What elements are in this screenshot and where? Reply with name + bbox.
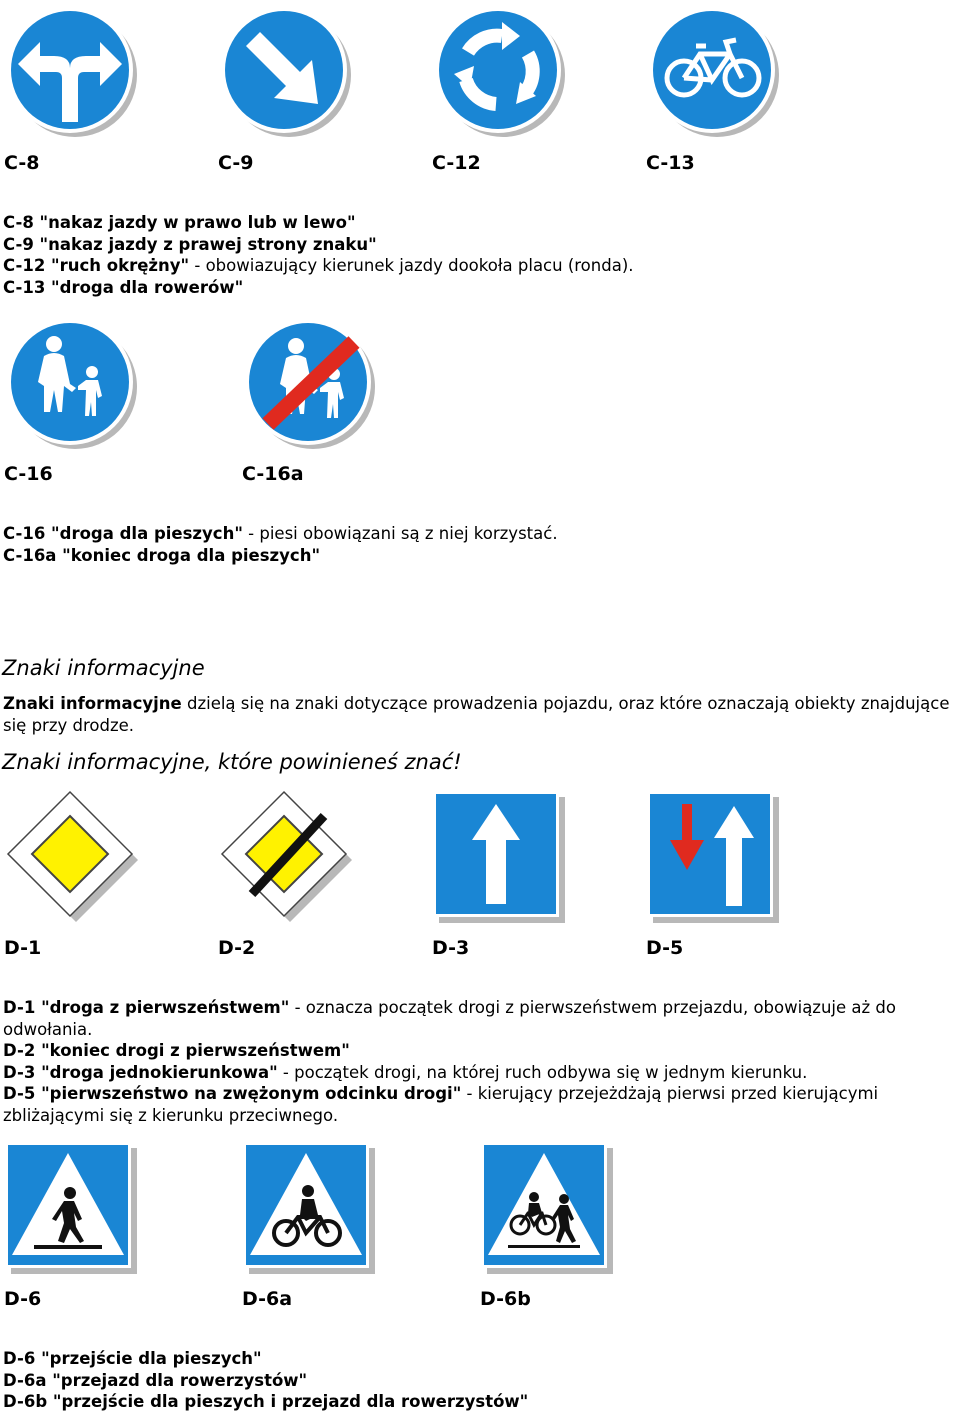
sign-code-c16a: C-16a [242, 463, 304, 485]
pedestrian-bicycle-crossing-icon [480, 1141, 616, 1277]
info-intro [3, 693, 958, 736]
pedestrian-crossing-icon [4, 1141, 140, 1277]
description-line [3, 545, 958, 567]
description-bold: D-6b "przejście dla pieszych i przejazd dla rowerzystów" [3, 1392, 529, 1411]
sign-code-d2: D-2 [218, 937, 256, 959]
description-bold: D-5 "pierwszeństwo na zwężonym odcinku drogi" [3, 1084, 462, 1103]
sign-code-d6b: D-6b [480, 1288, 531, 1310]
description-bold: C-13 "droga dla rowerów" [3, 277, 244, 297]
sign-code-c8: C-8 [4, 152, 40, 174]
description-line [3, 1370, 958, 1392]
roundabout-icon [432, 4, 568, 140]
one-way-road-icon [432, 790, 568, 926]
c-signs-descriptions [3, 212, 958, 298]
priority-over-oncoming-icon [646, 790, 782, 926]
intro-bold: Znaki informacyjne [3, 694, 182, 713]
description-text: - obowiazujący kierunek jazdy dookoła placu (ronda). [189, 256, 634, 275]
section-heading: Znaki informacyjne [2, 656, 205, 680]
description-text: - piesi obowiązani są z niej korzystać. [242, 524, 558, 543]
description-bold: D-6 "przejście dla pieszych" [3, 1349, 262, 1368]
description-line [3, 1348, 958, 1370]
bicycle-icon [646, 4, 782, 140]
description-bold: D-6a "przejazd dla rowerzystów" [3, 1370, 308, 1390]
sign-code-d1: D-1 [4, 937, 42, 959]
d6-signs-descriptions [3, 1348, 958, 1413]
sign-code-c12: C-12 [432, 152, 481, 174]
c16-signs-descriptions [3, 523, 958, 566]
intro-text: dzielą się na znaki dotyczące prowadzenia pojazdu, oraz które oznaczają obiekty znajdujące się przy drodze. [3, 694, 950, 735]
end-priority-road-icon [218, 790, 354, 926]
description-bold: D-2 "koniec drogi z pierwszeństwem" [3, 1041, 350, 1060]
sign-code-d6: D-6 [4, 1288, 42, 1310]
description-line [3, 1391, 958, 1413]
description-text: - oznacza początek drogi z pierwszeństwem przejazdu, obowiązuje aż do odwołania. [3, 998, 896, 1039]
description-line [3, 212, 958, 234]
description-line [3, 1062, 958, 1084]
description-bold: C-16 "droga dla pieszych" [3, 524, 243, 543]
sign-code-d5: D-5 [646, 937, 684, 959]
sign-code-d3: D-3 [432, 937, 470, 959]
description-text: - kierujący przejeżdżają pierwsi przed kierującymi zbliżającymi się z kierunku przeciwnego. [3, 1084, 879, 1125]
sign-code-c9: C-9 [218, 152, 254, 174]
description-line [3, 234, 958, 256]
sign-code-d6a: D-6a [242, 1288, 293, 1310]
left-right-arrow-icon [4, 4, 140, 140]
description-line [3, 255, 958, 277]
section-subheading: Znaki informacyjne, które powinieneś znać! [2, 750, 462, 774]
description-line [3, 997, 958, 1040]
pedestrian-path-icon [4, 316, 140, 452]
priority-road-icon [4, 790, 140, 926]
description-bold: C-9 "nakaz jazdy z prawej strony znaku" [3, 234, 377, 254]
description-bold: C-12 "ruch okrężny" [3, 256, 190, 275]
bicycle-crossing-icon [242, 1141, 378, 1277]
end-pedestrian-path-icon [242, 316, 378, 452]
description-line [3, 277, 958, 299]
description-line [3, 1040, 958, 1062]
description-line [3, 523, 958, 545]
description-bold: C-8 "nakaz jazdy w prawo lub w lewo" [3, 213, 356, 232]
sign-code-c13: C-13 [646, 152, 695, 174]
description-text: - początek drogi, na której ruch odbywa się w jednym kierunku. [277, 1062, 808, 1082]
description-bold: D-1 "droga z pierwszeństwem" [3, 998, 290, 1017]
sign-code-c16: C-16 [4, 463, 53, 485]
diagonal-arrow-icon [218, 4, 354, 140]
d-signs-descriptions [3, 997, 958, 1126]
description-bold: C-16a "koniec droga dla pieszych" [3, 545, 321, 565]
description-line [3, 1083, 958, 1126]
description-bold: D-3 "droga jednokierunkowa" [3, 1062, 278, 1082]
